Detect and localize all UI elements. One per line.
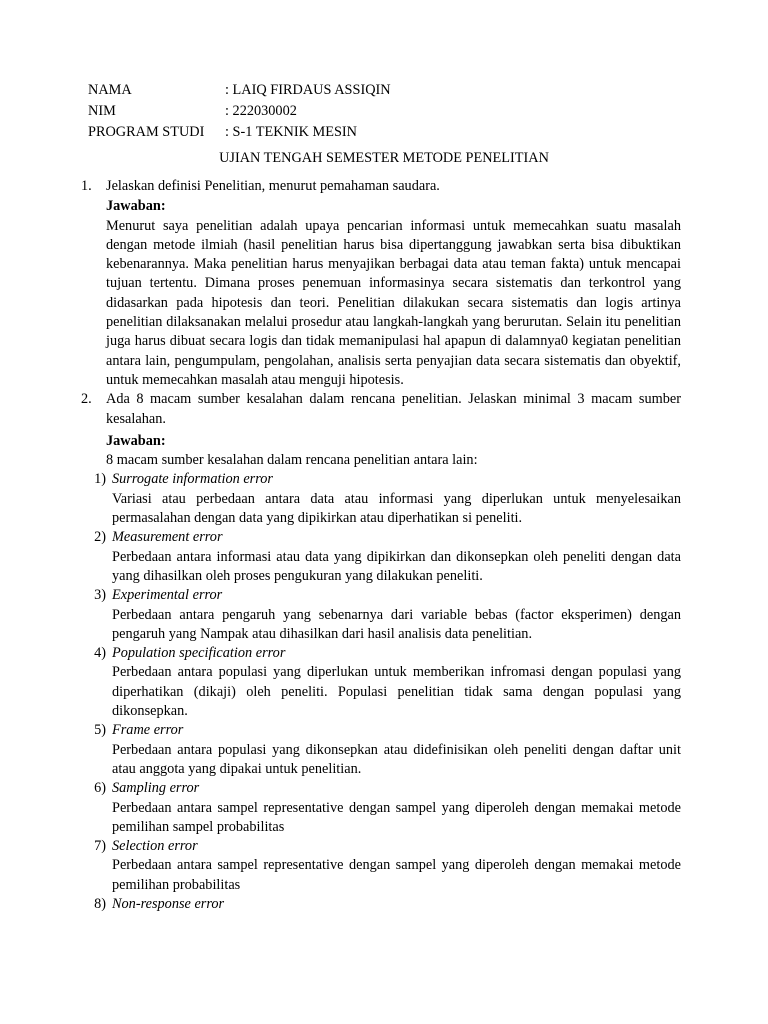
list-item-number: 6)	[94, 780, 106, 797]
list-item	[89, 779, 681, 837]
error-title: Sampling error	[112, 780, 200, 797]
prodi-row	[88, 122, 688, 143]
student-info-header	[88, 80, 688, 143]
nama-label: NAMA	[88, 82, 132, 98]
list-item-number: 4)	[94, 645, 106, 662]
error-description: Variasi atau perbedaan antara data atau informasi yang diperlukan untuk menyelesaikan permasalahan dengan data yang dipikirkan atau diperhatikan si peneliti.	[112, 490, 681, 527]
list-item-number: 8)	[94, 895, 106, 912]
prodi-label: PROGRAM STUDI	[88, 124, 205, 140]
list-item-number: 2)	[94, 529, 106, 546]
error-title: Measurement error	[112, 529, 223, 546]
question-number: 1.	[81, 178, 92, 194]
error-title: Population specification error	[112, 645, 286, 662]
nama-value: : LAIQ FIRDAUS ASSIQIN	[225, 82, 391, 98]
answer-block	[106, 197, 681, 390]
list-item	[89, 528, 681, 586]
error-description: Perbedaan antara sampel representative dengan sampel yang diperoleh dengan memakai metode pemilihan probabilitas	[112, 857, 681, 893]
list-item	[89, 470, 681, 528]
list-item-number: 3)	[94, 587, 106, 604]
error-description: Perbedaan antara populasi yang diperlukan untuk memberikan infromasi dengan populasi yang diperhatikan (dikaji) oleh peneliti. Populasi penelitian tidak sama dengan populasi yang dikonsepkan.	[112, 664, 681, 720]
error-description: Perbedaan antara pengaruh yang sebenarnya dari variable bebas (factor eksperimen) dengan pengaruh yang Nampak atau dihasilkan dari hasil analisis data penelitian.	[112, 606, 681, 642]
answer-text: Menurut saya penelitian adalah upaya pencarian informasi untuk memecahkan suatu masalah dengan metode ilmiah (hasil penelitian harus bisa dipertanggung jawabkan serta bisa dibuktikan kebenarannya. Maka penelitian harus menyajikan berbagai data atau teman fakta) untuk mencapai tujuan tertentu. Dimana proses penemuan informasinya secara sistematis dan terkontrol yang didasarkan pada hipotesis dan teori. Penelitian dilakukan secara sistematis dan logis artinya penelitian dilaksanakan melalui prosedur atau langkah-langkah yang berurutan. Selain itu penelitian juga harus dibuat secara logis dan tidak memanipulasi hal apapun di dalamnya0 kegiatan penelitian antara lain, pengumpulam, pengolahan, analisis serta penyajian data secara sistematis dan obyektif, untuk memecahkan masalah atau menguji hipotesis.	[106, 217, 681, 388]
list-item-number: 1)	[94, 471, 106, 488]
list-item-number: 5)	[94, 722, 106, 739]
exam-content	[81, 177, 681, 914]
nim-row	[88, 101, 688, 122]
prodi-value: : S-1 TEKNIK MESIN	[225, 124, 357, 140]
list-item	[89, 895, 681, 914]
question-2	[81, 390, 681, 914]
error-description: Perbedaan antara sampel representative dengan sampel yang diperoleh dengan memakai metode pemilihan sampel probabilitas	[112, 799, 681, 835]
error-source-list	[89, 470, 681, 914]
exam-title: UJIAN TENGAH SEMESTER METODE PENELITIAN	[219, 150, 549, 166]
error-description: Perbedaan antara populasi yang dikonsepkan atau didefinisikan oleh peneliti dengan daftar unit atau anggota yang dipakai untuk penelitian.	[112, 741, 681, 777]
list-item	[89, 586, 681, 644]
question-text: Jelaskan definisi Penelitian, menurut pemahaman saudara.	[106, 178, 440, 194]
list-item	[89, 837, 681, 895]
question-1	[81, 177, 681, 390]
question-body	[94, 390, 681, 914]
list-item	[89, 644, 681, 721]
nim-label: NIM	[88, 103, 116, 119]
nama-row	[88, 80, 688, 101]
error-title: Non-response error	[112, 895, 225, 912]
answer-intro: 8 macam sumber kesalahan dalam rencana penelitian antara lain:	[106, 452, 478, 469]
question-number: 2.	[81, 391, 92, 408]
list-item	[89, 721, 681, 779]
answer-label: Jawaban:	[106, 198, 166, 215]
error-description: Perbedaan antara informasi atau data yang dipikirkan dan dikonsepkan oleh peneliti dengan data yang dihasilkan oleh proses pengukuran yang dilakukan peneliti.	[112, 548, 681, 584]
error-title: Experimental error	[112, 587, 223, 604]
error-title: Surrogate information error	[112, 471, 273, 488]
nim-value: : 222030002	[225, 103, 297, 119]
answer-label: Jawaban:	[106, 432, 166, 449]
error-title: Selection error	[112, 838, 198, 855]
error-title: Frame error	[112, 722, 184, 739]
list-item-number: 7)	[94, 838, 106, 855]
question-body	[106, 177, 681, 390]
question-text: Ada 8 macam sumber kesalahan dalam rencana penelitian. Jelaskan minimal 3 macam sumber kesalahan.	[106, 391, 681, 427]
